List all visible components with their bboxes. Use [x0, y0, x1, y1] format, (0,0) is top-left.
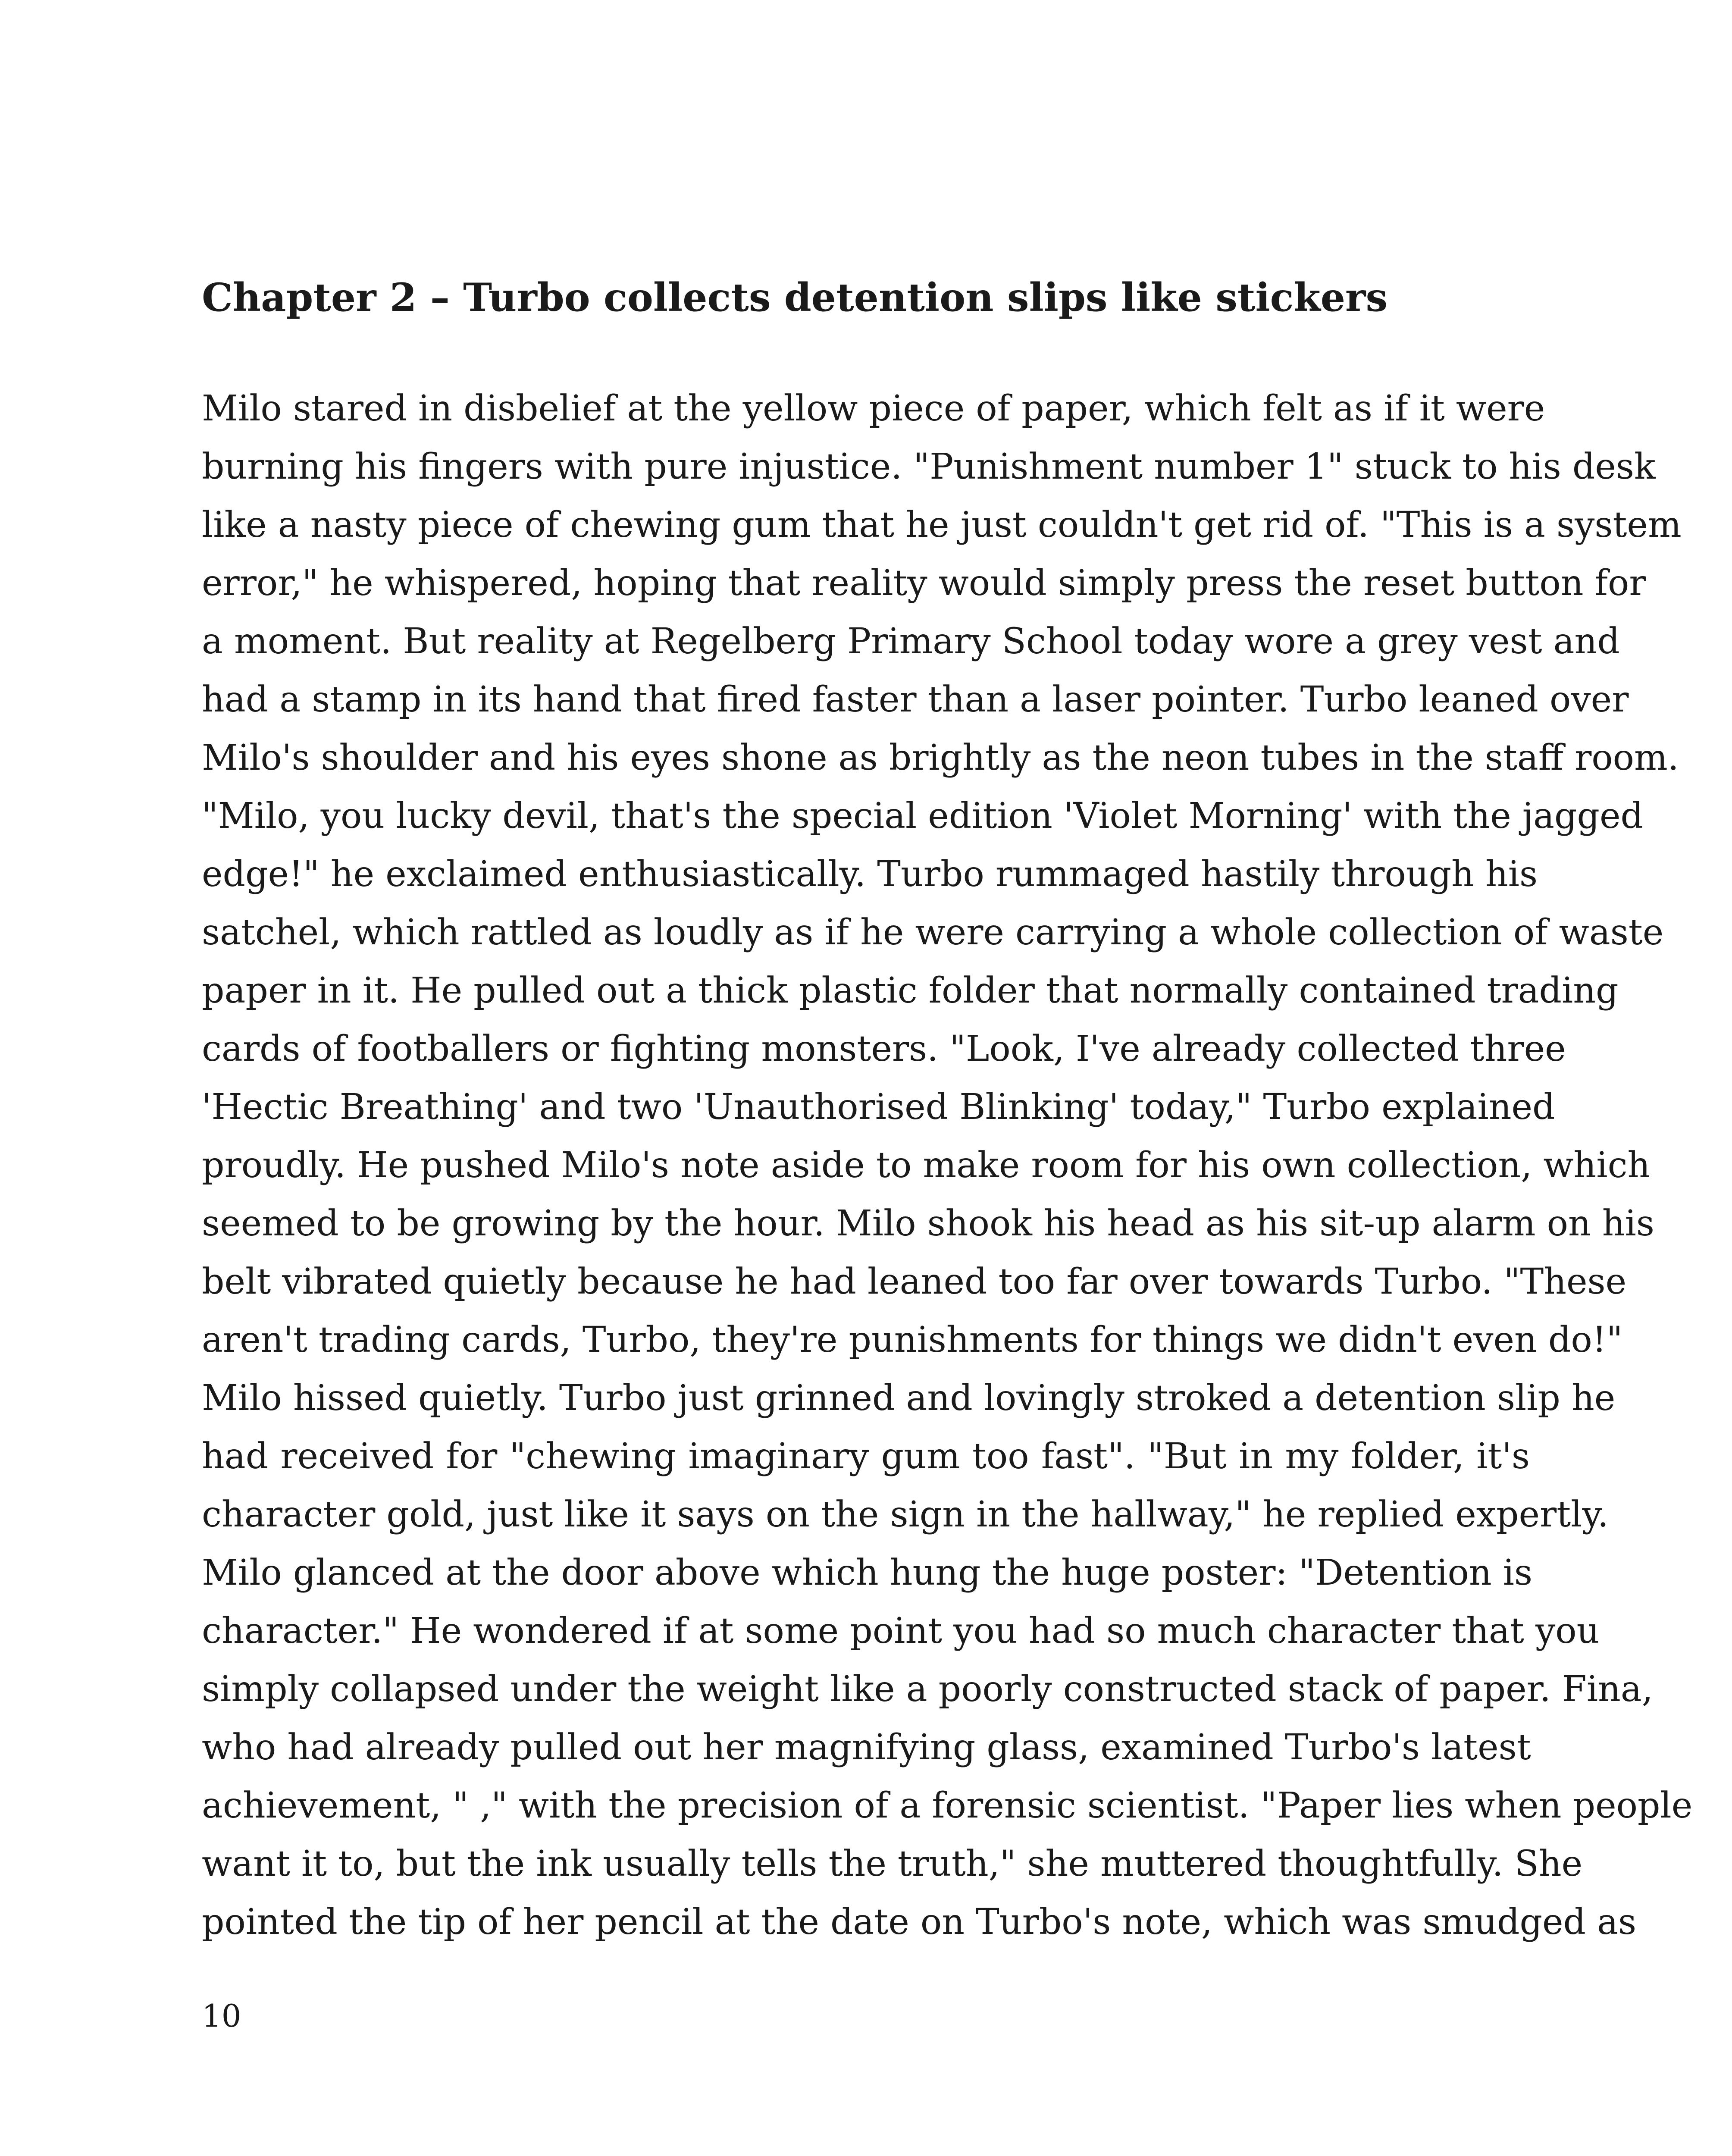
text-line: had received for "chewing imaginary gum too fast". "But in my folder, it's — [202, 1436, 1530, 1477]
text-line: aren't trading cards, Turbo, they're punishments for things we didn't even do!" — [202, 1319, 1623, 1360]
text-line: character gold, just like it says on the sign in the hallway," he replied expertly. — [202, 1494, 1609, 1535]
text-line: seemed to be growing by the hour. Milo shook his head as his sit-up alarm on his — [202, 1203, 1654, 1244]
text-line: belt vibrated quietly because he had leaned too far over towards Turbo. "These — [202, 1261, 1627, 1302]
text-line: Milo glanced at the door above which hung the huge poster: "Detention is — [202, 1552, 1533, 1593]
text-line: pointed the tip of her pencil at the date on Turbo's note, which was smudged as — [202, 1902, 1637, 1943]
text-line: want it to, but the ink usually tells the truth," she muttered thoughtfully. She — [202, 1843, 1583, 1884]
text-line: Milo's shoulder and his eyes shone as brightly as the neon tubes in the staff room. — [202, 737, 1679, 778]
text-line: like a nasty piece of chewing gum that he just couldn't get rid of. "This is a system — [202, 505, 1682, 545]
text-line: burning his fingers with pure injustice. "Punishment number 1" stuck to his desk — [202, 446, 1656, 487]
text-line: simply collapsed under the weight like a poorly constructed stack of paper. Fina, — [202, 1669, 1653, 1710]
text-line: 'Hectic Breathing' and two 'Unauthorised Blinking' today," Turbo explained — [202, 1087, 1555, 1128]
text-line: Milo hissed quietly. Turbo just grinned and lovingly stroked a detention slip he — [202, 1378, 1616, 1419]
chapter-title: Chapter 2 – Turbo collects detention slips like stickers — [202, 275, 1388, 320]
text-line: "Milo, you lucky devil, that's the special edition 'Violet Morning' with the jagged — [202, 796, 1643, 837]
text-line: paper in it. He pulled out a thick plastic folder that normally contained trading — [202, 970, 1619, 1011]
text-line: proudly. He pushed Milo's note aside to make room for his own collection, which — [202, 1145, 1651, 1186]
page-number: 10 — [202, 1998, 241, 2034]
text-line: achievement, " ," with the precision of a forensic scientist. "Paper lies when people — [202, 1785, 1693, 1826]
body-paragraph — [202, 379, 1693, 1951]
text-line: character." He wondered if at some point you had so much character that you — [202, 1611, 1600, 1651]
text-line: had a stamp in its hand that fired faster than a laser pointer. Turbo leaned over — [202, 679, 1629, 720]
text-line: satchel, which rattled as loudly as if he were carrying a whole collection of waste — [202, 912, 1664, 953]
text-line: edge!" he exclaimed enthusiastically. Turbo rummaged hastily through his — [202, 854, 1538, 895]
text-line: who had already pulled out her magnifying glass, examined Turbo's latest — [202, 1727, 1531, 1768]
text-line: a moment. But reality at Regelberg Primary School today wore a grey vest and — [202, 621, 1620, 662]
text-line: cards of footballers or fighting monsters. "Look, I've already collected three — [202, 1028, 1566, 1069]
text-line: Milo stared in disbelief at the yellow piece of paper, which felt as if it were — [202, 388, 1545, 429]
text-line: error," he whispered, hoping that reality would simply press the reset button for — [202, 563, 1646, 604]
